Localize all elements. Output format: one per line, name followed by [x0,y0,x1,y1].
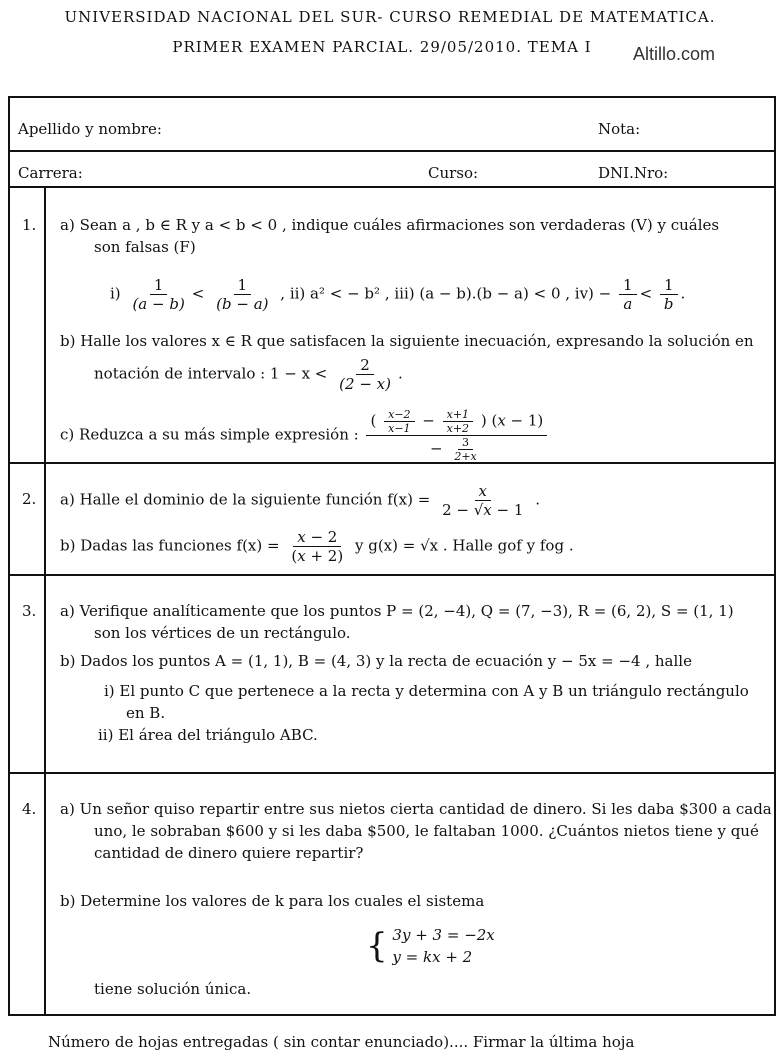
q3-bi-text: i) El punto C que pertenece a la recta y determina con A y B un triángulo rectángulo [104,682,749,700]
fraction: $\frac{1}{b}$ [660,276,678,313]
q1-c-line [60,408,770,463]
q2-b-mid: y g(x) = √x . Halle gof y fog . [354,536,574,555]
q1-b-line2: notación de intervalo : 1 − x < $\frac{2}{(2 - x)}$ . [94,356,403,393]
q3-b-text: b) Dados los puntos A = (1, 1), B = (4, 3) y la recta de ecuación y − 5x = −4 , halle [60,652,692,670]
fraction: $\frac{1}{a}$ [619,276,637,313]
q4-b-text: b) Determine los valores de k para los cuales el sistema [60,892,485,910]
q1-a-text2: son falsas (F) [94,238,196,256]
q1-a-text: a) Sean a , b ∈ R y a < b < 0 , indique cuáles afirmaciones son verdaderas (V) y cuáles [60,216,720,234]
watermark: Altillo.com [633,44,716,64]
q2-a-line: a) Halle el dominio de la siguiente función f(x) = $\frac{x}{2 - √x - 1}$ . [60,482,540,519]
question-number: 2. [22,490,37,508]
q3-bii-text: ii) El área del triángulo ABC. [98,726,318,744]
q3-bi-text2: en B. [126,704,166,722]
question-number: 3. [22,602,37,620]
field-dni: DNI.Nro: [598,164,669,182]
fraction: $\frac{1}{(a - b)}$ [132,276,185,313]
fraction: $\frac{2}{(2 - x)}$ [339,356,391,393]
divider [10,150,774,152]
exam-header-university: UNIVERSIDAD NACIONAL DEL SUR- CURSO REMEDIAL DE MATEMATICA. [64,8,716,26]
fraction: $\frac{x}{2 - √x - 1}$ [442,482,524,519]
system-eq2: y = kx + 2 [392,948,473,966]
q2-b-line [60,528,770,565]
fraction: $\frac{1}{(b - a)}$ [216,276,269,313]
q1-c-text: c) Reduzca a su más simple expresión : [60,425,359,444]
fraction: ( $\frac{x-2}{x-1}$ − $\frac{x+1}{x+2}$ ) (x − 1) − $\frac{3}{2+x}$ [366,408,547,463]
q4-a-text3: cantidad de dinero quiere repartir? [94,844,364,862]
fraction: $\frac{x - 2}{(x + 2)}$ [291,528,344,565]
q4-b-end: tiene solución única. [94,980,252,998]
q1-b-text: b) Halle los valores x ∈ R que satisfacen la siguiente inecuación, expresando la solución en [60,332,754,350]
q1-a-items: i) $\frac{1}{(a - b)}$ < $\frac{1}{(b - a)}$ , ii) a² < − b² , iii) (a − b).(b − a) < 0 , iv) − $\frac{1}{a}$ < $\frac{1}{b}$ . [110,276,686,313]
q4-a-text2: uno, le sobraban $600 y si les daba $500, le faltaban 1000. ¿Cuántos nietos tiene y qué [94,822,759,840]
q1-b-text2: notación de intervalo : 1 − x < [94,364,328,383]
field-carrera: Carrera: [18,164,83,182]
divider [10,574,774,576]
field-apellido: Apellido y nombre: [18,120,162,138]
footer-note: Número de hojas entregadas ( sin contar enunciado).... Firmar la última hoja [48,1033,635,1051]
divider [10,772,774,774]
q3-a-text2: son los vértices de un rectángulo. [94,624,351,642]
q1-item-i: i) [110,284,121,303]
field-nota: Nota: [598,120,641,138]
exam-frame [8,96,776,1016]
exam-header-title: PRIMER EXAMEN PARCIAL. 29/05/2010. TEMA I [172,38,592,56]
number-column-divider [44,188,46,1014]
question-number: 1. [22,216,37,234]
equation-system [366,924,495,968]
q4-a-text: a) Un señor quiso repartir entre sus nietos cierta cantidad de dinero. Si les daba $300 a cada [60,800,772,818]
q2-a-text: a) Halle el dominio de la siguiente función f(x) = [60,490,431,509]
q1-items-end: . [680,284,686,303]
divider [10,186,774,188]
brace: { [366,926,388,966]
field-curso: Curso: [428,164,479,182]
q1-items-mid: , ii) a² < − b² , iii) (a − b).(b − a) < 0 , iv) − [280,284,612,303]
question-number: 4. [22,800,37,818]
q2-b-text: b) Dadas las funciones f(x) = [60,536,280,555]
q3-a-text: a) Verifique analíticamente que los puntos P = (2, −4), Q = (7, −3), R = (6, 2), S = (1, 1) [60,602,734,620]
divider [10,462,774,464]
system-eq1: 3y + 3 = −2x [392,926,495,944]
